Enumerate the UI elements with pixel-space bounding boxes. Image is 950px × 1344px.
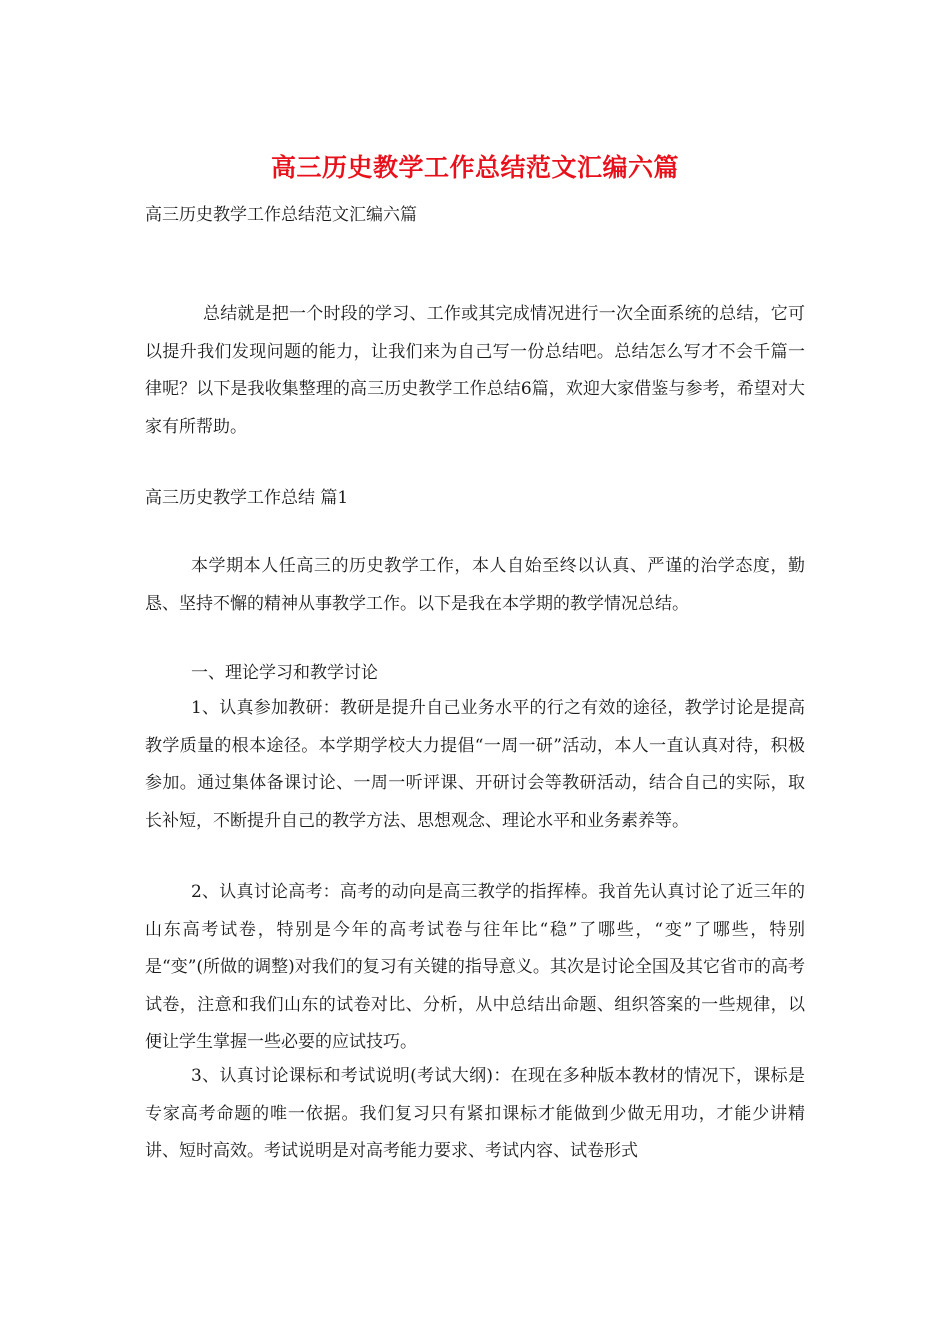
item-paragraph-3: 3、认真讨论课标和考试说明(考试大纲)：在现在多种版本教材的情况下，课标是专家高考命题的唯一依据。我们复习只有紧扣课标才能做到少做无用功，才能少讲精讲、短时高效。考试说明是对高考能力要求、考试内容、试卷形式 <box>145 1066 805 1161</box>
section-paragraph: 本学期本人任高三的历史教学工作，本人自始至终以认真、严谨的治学态度，勤恳、坚持不懈的精神从事教学工作。以下是我在本学期的教学情况总结。 <box>145 556 805 614</box>
item-paragraph-1: 1、认真参加教研：教研是提升自己业务水平的行之有效的途径，教学讨论是提高教学质量的根本途径。本学期学校大力提倡“一周一研”活动，本人一直认真对待，积极参加。通过集体备课讨论、一周一听评课、开研讨会等教研活动，结合自己的实际，取长补短，不断提升自己的教学方法、思想观念、理论水平和业务素养等。 <box>145 698 805 831</box>
subheading-theory: 一、理论学习和教学讨论 <box>191 663 378 683</box>
section-heading: 高三历史教学工作总结 篇1 <box>145 488 349 508</box>
document-subtitle: 高三历史教学工作总结范文汇编六篇 <box>145 205 417 225</box>
item-paragraph-2: 2、认真讨论高考：高考的动向是高三教学的指挥棒。我首先认真讨论了近三年的山东高考试卷，特别是今年的高考试卷与往年比“稳”了哪些，“变”了哪些，特别是“变”(所做的调整)对我们的复习有关键的指导意义。其次是讨论全国及其它省市的高考试卷，注意和我们山东的试卷对比、分析，从中总结出命题、组织答案的一些规律，以便让学生掌握一些必要的应试技巧。 <box>145 882 805 1052</box>
intro-paragraph: 总结就是把一个时段的学习、工作或其完成情况进行一次全面系统的总结，它可以提升我们发现问题的能力，让我们来为自己写一份总结吧。总结怎么写才不会千篇一律呢？以下是我收集整理的高三历史教学工作总结6篇，欢迎大家借鉴与参考，希望对大家有所帮助。 <box>145 304 805 437</box>
document-title: 高三历史教学工作总结范文汇编六篇 <box>270 153 679 182</box>
